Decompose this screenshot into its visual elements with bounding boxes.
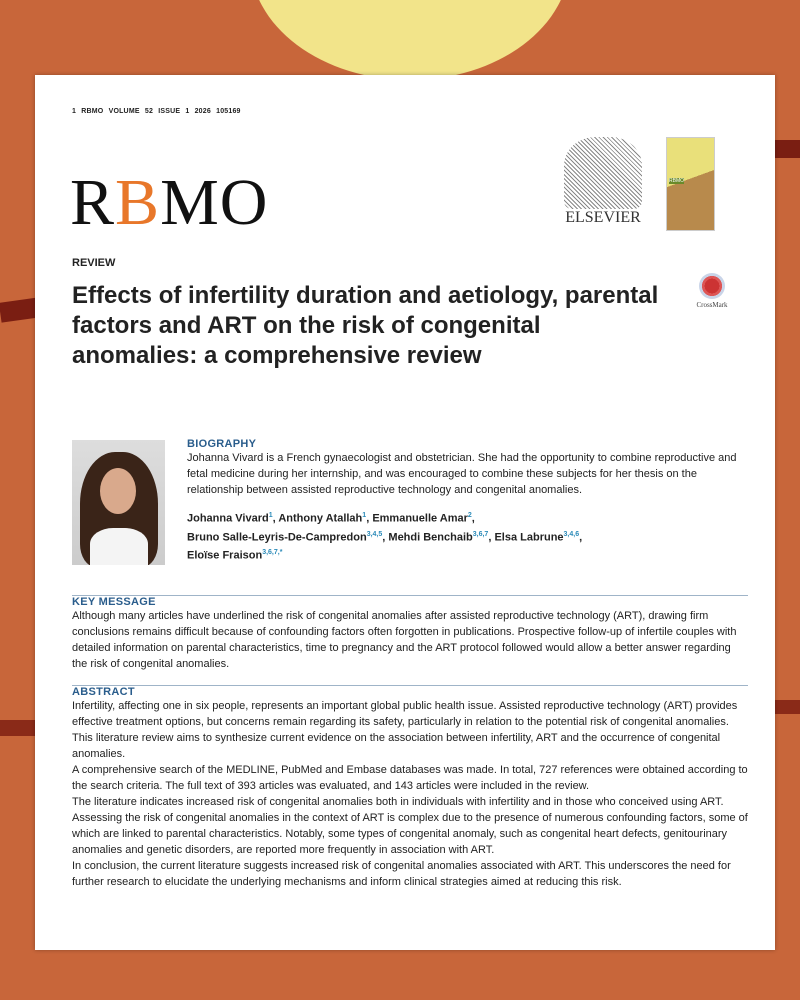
author-affiliation[interactable]: 2 — [467, 512, 472, 519]
author-separator: , — [488, 531, 495, 544]
author-separator: , — [272, 512, 279, 525]
abstract-section — [72, 686, 748, 890]
author-name[interactable]: Eloïse Fraison — [187, 549, 263, 562]
author-separator: , — [382, 531, 389, 544]
elsevier-tree-icon — [564, 137, 642, 209]
author-affiliation[interactable]: 1 — [362, 512, 367, 519]
author-affiliation[interactable]: 3,4,6 — [563, 530, 580, 538]
biography-heading: BIOGRAPHY — [187, 438, 257, 450]
crossmark-button[interactable] — [692, 273, 732, 309]
journal-cover-thumbnail — [666, 137, 715, 231]
abstract-paragraph: A comprehensive search of the MEDLINE, PubMed and Embase databases was made. In total, 727 references were obtained according to the search criteria. The full text of 393 articles was evaluated, and 143 articles were included in the review. — [72, 764, 748, 792]
article-page — [35, 75, 775, 950]
article-title: Effects of infertility duration and aetiology, parental factors and ART on the risk of congenital anomalies: a comprehensive review — [72, 282, 659, 369]
key-message-heading: KEY MESSAGE — [72, 596, 156, 608]
author-name[interactable]: Bruno Salle-Leyris-De-Campredon — [187, 531, 367, 544]
abstract-paragraph: In conclusion, the current literature suggests increased risk of congenital anomalies associated with ART. This underscores the need for further research to elucidate the underlying mechanisms and inform clinical strategies aimed at reducing this risk. — [72, 860, 731, 888]
elsevier-logo — [560, 137, 646, 227]
abstract-paragraph: Infertility, affecting one in six people, represents an important global public health issue. Assisted reproductive technology (ART) provides effective treatment options, but concerns remain regarding its safety, particularly in relation to the potential risk of congenital anomalies. This literature review aims to synthesize current evidence on the association between infertility, ART and the occurrence of congenital anomalies. — [72, 700, 738, 760]
author-photo — [72, 440, 165, 565]
background-yellow-shape — [250, 0, 570, 80]
author-name[interactable]: Johanna Vivard — [187, 512, 269, 525]
biography-section — [187, 438, 747, 564]
author-name[interactable]: Elsa Labrune — [494, 531, 564, 544]
key-message-section — [72, 596, 748, 672]
author-affiliation[interactable]: 3,6,7,* — [262, 549, 283, 557]
logo-mo: MO — [160, 166, 269, 239]
author-affiliation[interactable]: 1 — [268, 512, 273, 519]
cover-label: RBMO — [669, 178, 684, 184]
crossmark-icon — [699, 273, 725, 299]
author-list — [187, 508, 747, 564]
journal-meta: 1 RBMO VOLUME 52 ISSUE 1 2026 105169 — [72, 108, 241, 115]
abstract-paragraph: The literature indicates increased risk of congenital anomalies both in individuals with infertility and in those who conceived using ART. Assessing the risk of congenital anomalies in the context of ART is complex due to the presence of numerous confounding factors, some of which are linked to parental characteristics. Notably, some types of congenital anomaly, such as congenital heart defects, genitourinary anomalies and genetic disorders, are reported more frequently in association with ART. — [72, 796, 748, 856]
author-separator: , — [471, 512, 475, 525]
author-affiliation[interactable]: 3,4,5 — [366, 530, 383, 538]
publisher-name: ELSEVIER — [565, 209, 641, 226]
abstract-heading: ABSTRACT — [72, 686, 135, 698]
crossmark-label: CrossMark — [696, 301, 728, 309]
author-name[interactable]: Emmanuelle Amar — [372, 512, 468, 525]
background-stroke — [0, 720, 40, 736]
author-name[interactable]: Mehdi Benchaib — [388, 531, 473, 544]
article-type: REVIEW — [72, 257, 116, 269]
rbmo-logo — [70, 166, 269, 239]
author-name[interactable]: Anthony Atallah — [278, 512, 363, 525]
logo-r: R — [70, 166, 116, 239]
key-message-text: Although many articles have underlined the risk of congenital anomalies after assisted reproductive technology (ART), drawing firm conclusions remains difficult because of confounding factors often forgotten in publications. Prospective follow-up of infertile couples with detailed information on parental characteristics, time to pregnancy and the ART protocol followed would allow a better answer regarding the risk of congenital anomalies. — [72, 610, 737, 670]
logo-b: B — [115, 166, 161, 239]
author-separator: , — [366, 512, 373, 525]
author-affiliation[interactable]: 3,6,7 — [472, 530, 489, 538]
author-separator: , — [579, 531, 583, 544]
biography-text: Johanna Vivard is a French gynaecologist and obstetrician. She had the opportunity to combine reproductive and fetal medicine during her internship, and was encouraged to combine these subjects for her thesis on the relationship between assisted reproductive technology and congenital anomalies. — [187, 452, 737, 496]
